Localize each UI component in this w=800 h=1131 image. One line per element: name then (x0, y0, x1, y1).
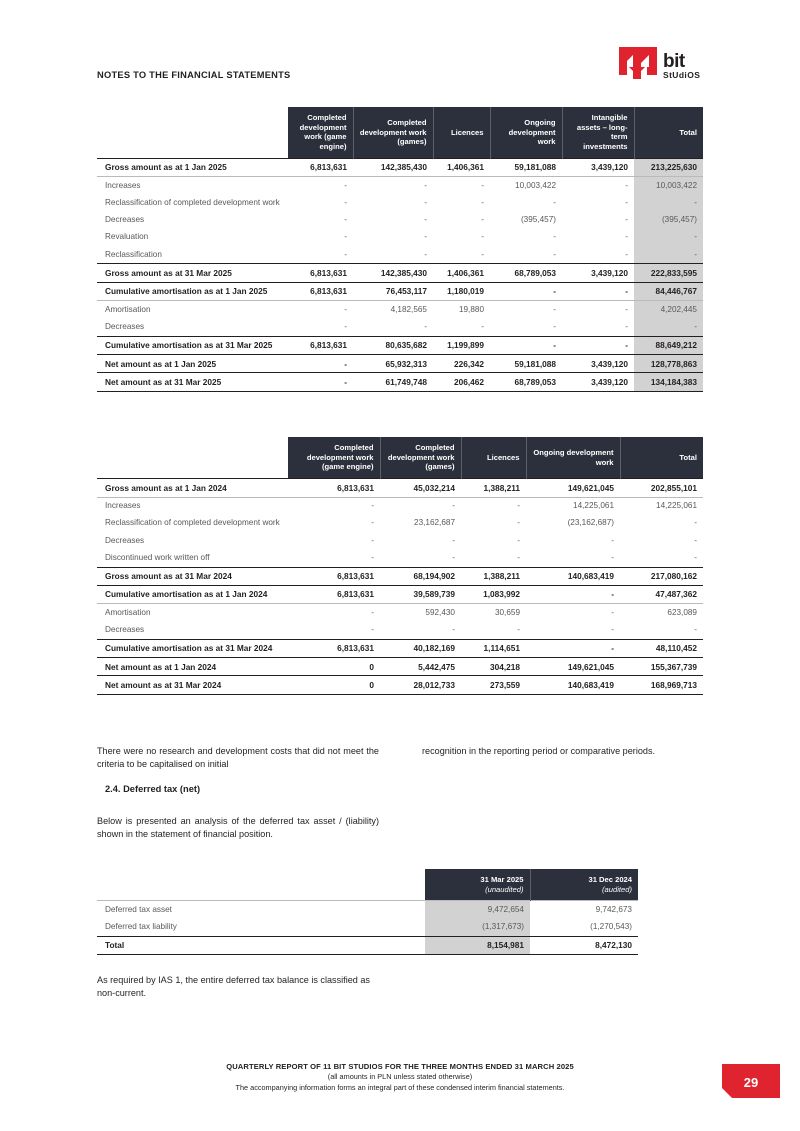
table-cell: 6,813,631 (288, 585, 380, 603)
table-cell: 128,778,863 (634, 355, 703, 373)
row-label: Decreases (105, 535, 145, 545)
table-row (97, 567, 703, 585)
svg-text:StUdiOS: StUdiOS (663, 70, 701, 80)
table-cell: - (553, 321, 556, 331)
column-header-blank (97, 107, 288, 158)
table-cell: - (490, 336, 562, 354)
table-cell: - (371, 535, 374, 545)
table-cell: - (424, 215, 427, 225)
table-row (97, 246, 703, 264)
table-cell: 1,406,361 (433, 158, 490, 176)
table-cell: 226,342 (433, 355, 490, 373)
table-cell: - (490, 282, 562, 300)
footer-integral-part-note: The accompanying information forms an integral part of these condensed interim financial statements. (235, 1082, 565, 1092)
table-row (97, 301, 703, 319)
row-label: Cumulative amortisation as at 1 Jan 2025 (97, 282, 288, 300)
table-header-deferred-tax (97, 869, 638, 901)
table-cell: 1,180,019 (433, 282, 490, 300)
row-label: Net amount as at 1 Jan 2024 (97, 658, 288, 676)
column-header-31-mar-2025-date: 31 Mar 2025 (480, 875, 524, 884)
row-label: Reclassification of completed development work (105, 197, 280, 207)
row-label: Gross amount as at 1 Jan 2025 (97, 158, 288, 176)
table-cell: 47,487,362 (620, 585, 703, 603)
table-row (97, 177, 703, 195)
paragraph-rnd-costs-right: recognition in the reporting period or comparative periods. (422, 746, 656, 756)
table-cell: 149,621,045 (526, 479, 620, 497)
table-cell: (1,270,543) (590, 922, 632, 932)
row-label: Reclassification of completed development work (105, 518, 280, 528)
table-cell: - (344, 197, 347, 207)
row-label: Gross amount as at 1 Jan 2024 (97, 479, 288, 497)
table-cell: 149,621,045 (526, 658, 620, 676)
table-cell: - (344, 232, 347, 242)
table-cell: 6,813,631 (288, 567, 380, 585)
table-cell: 76,453,117 (353, 282, 433, 300)
table-cell: 140,683,419 (526, 676, 620, 694)
table-cell: - (611, 624, 614, 634)
table-cell: 4,182,565 (353, 301, 433, 319)
table-body-deferred-tax (97, 901, 638, 955)
table-row (97, 532, 703, 549)
table-cell: - (481, 321, 484, 331)
table-cell: 168,969,713 (620, 676, 703, 694)
row-label: Gross amount as at 31 Mar 2025 (97, 264, 288, 282)
column-header-completed-game-engine: Completed development work (game engine) (288, 107, 353, 158)
table-cell: - (634, 229, 703, 246)
table-row (97, 658, 703, 676)
table-cell: - (517, 535, 520, 545)
table-cell: - (371, 518, 374, 528)
table-cell: - (371, 624, 374, 634)
column-header-total: Total (620, 437, 703, 479)
column-header-31-mar-2025 (425, 869, 530, 901)
table-cell: 0 (288, 658, 380, 676)
table-row (97, 373, 703, 391)
table-cell: 30,659 (461, 604, 526, 622)
table-cell: - (553, 232, 556, 242)
table-cell: - (517, 552, 520, 562)
row-label: Cumulative amortisation as at 1 Jan 2024 (97, 585, 288, 603)
table-header-2025 (97, 107, 703, 158)
table-cell: - (611, 552, 614, 562)
table-cell: (395,457) (520, 215, 556, 225)
paragraph-ias1-non-current: As required by IAS 1, the entire deferred tax balance is classified as non-current. (97, 975, 370, 999)
table-cell: 9,472,654 (425, 901, 530, 919)
table-row (97, 639, 703, 657)
table-cell: 14,225,061 (620, 497, 703, 515)
table-cell: - (517, 518, 520, 528)
column-header-licences: Licences (461, 437, 526, 479)
table-cell: - (288, 604, 380, 622)
table-cell: - (344, 321, 347, 331)
table-row (97, 212, 703, 229)
column-header-31-dec-2024 (530, 869, 638, 901)
page-number: 29 (743, 1074, 759, 1090)
table-cell: 1,388,211 (461, 479, 526, 497)
table-cell: (395,457) (634, 212, 703, 229)
row-label: Net amount as at 31 Mar 2024 (97, 676, 288, 694)
row-label: Discontinued work written off (105, 552, 210, 562)
table-row (97, 919, 638, 937)
footer-currency-note: (all amounts in PLN unless stated otherwise) (327, 1072, 473, 1082)
table-cell: - (553, 249, 556, 259)
table-cell: 5,442,475 (380, 658, 461, 676)
table-cell: - (694, 624, 697, 634)
row-label: Gross amount as at 31 Mar 2024 (97, 567, 288, 585)
column-header-blank (97, 437, 288, 479)
table-cell: 1,199,899 (433, 336, 490, 354)
column-header-intangible-long-term: Intangible assets – long-term investments (562, 107, 634, 158)
table-cell: 1,083,992 (461, 585, 526, 603)
section-heading-deferred-tax: 2.4. Deferred tax (net) (105, 784, 201, 794)
table-cell: - (562, 336, 634, 354)
table-cell: 6,813,631 (288, 639, 380, 657)
table-cell: 9,742,673 (530, 901, 638, 919)
table-cell: - (424, 321, 427, 331)
row-label: Amortisation (97, 604, 288, 622)
table-row (97, 194, 703, 211)
table-row (97, 264, 703, 282)
table-cell: 6,813,631 (288, 264, 353, 282)
table-row (97, 936, 638, 954)
table-cell: - (424, 197, 427, 207)
table-cell: - (553, 197, 556, 207)
row-label: Net amount as at 1 Jan 2025 (97, 355, 288, 373)
table-cell: - (461, 497, 526, 515)
table-cell: - (517, 624, 520, 634)
table-cell: 23,162,687 (414, 518, 455, 528)
page-number-badge (722, 1064, 780, 1098)
table-row (97, 158, 703, 176)
row-label: Increases (97, 177, 288, 195)
table-cell: - (481, 232, 484, 242)
table-cell: 213,225,630 (634, 158, 703, 176)
table-cell: - (288, 301, 353, 319)
table-cell: 304,218 (461, 658, 526, 676)
table-cell: 142,385,430 (353, 264, 433, 282)
table-body-2024 (97, 479, 703, 695)
table-cell: - (526, 585, 620, 603)
table-cell: - (288, 497, 380, 515)
table-cell: 84,446,767 (634, 282, 703, 300)
table-body-2025 (97, 158, 703, 391)
row-label: Amortisation (97, 301, 288, 319)
table-cell: - (288, 177, 353, 195)
table-cell: 1,114,651 (461, 639, 526, 657)
table-cell: 3,439,120 (562, 355, 634, 373)
table-cell: 19,880 (433, 301, 490, 319)
company-logo-icon (611, 45, 703, 85)
row-label: Total (97, 936, 425, 954)
row-label: Net amount as at 31 Mar 2025 (97, 373, 288, 391)
table-cell: - (481, 197, 484, 207)
row-label: Decreases (105, 624, 145, 634)
table-cell: - (625, 232, 628, 242)
page-title: NOTES TO THE FINANCIAL STATEMENTS (97, 70, 291, 80)
table-cell: - (562, 301, 634, 319)
table-cell: 6,813,631 (288, 158, 353, 176)
table-row (97, 355, 703, 373)
document-footer (130, 1062, 670, 1093)
column-header-licences: Licences (433, 107, 490, 158)
table-cell: (23,162,687) (567, 518, 614, 528)
table-cell: 88,649,212 (634, 336, 703, 354)
footer-report-title: QUARTERLY REPORT OF 11 BIT STUDIOS FOR THE THREE MONTHS ENDED 31 MARCH 2025 (226, 1062, 574, 1071)
table-cell: - (433, 177, 490, 195)
column-header-blank (97, 869, 425, 901)
table-cell: 222,833,595 (634, 264, 703, 282)
table-cell: - (562, 282, 634, 300)
table-cell: - (288, 355, 353, 373)
table-cell: 68,789,053 (490, 373, 562, 391)
intangible-assets-2025-table (97, 107, 703, 392)
table-cell: - (380, 497, 461, 515)
table-cell: 592,430 (380, 604, 461, 622)
table-cell: (1,317,673) (425, 919, 530, 937)
table-cell: - (424, 232, 427, 242)
table-cell: - (562, 177, 634, 195)
table-cell: - (526, 604, 620, 622)
column-header-31-dec-2024-date: 31 Dec 2024 (588, 875, 632, 884)
row-label: Cumulative amortisation as at 31 Mar 2024 (97, 639, 288, 657)
table-cell: - (452, 535, 455, 545)
row-label: Revaluation (105, 232, 149, 242)
table-cell: 134,184,383 (634, 373, 703, 391)
table-cell: - (634, 246, 703, 264)
table-cell: - (353, 177, 433, 195)
table-cell: - (634, 318, 703, 336)
table-cell: - (634, 194, 703, 211)
table-row (97, 585, 703, 603)
intangible-assets-2024-table (97, 437, 703, 695)
row-label: Cumulative amortisation as at 31 Mar 2025 (97, 336, 288, 354)
table-cell: 10,003,422 (634, 177, 703, 195)
table-row (97, 676, 703, 694)
table-cell: 217,080,162 (620, 567, 703, 585)
column-header-31-dec-2024-audit-status: (audited) (602, 884, 632, 894)
table-row (97, 282, 703, 300)
table-cell: - (694, 552, 697, 562)
table-cell: 45,032,214 (380, 479, 461, 497)
row-label: Decreases (105, 321, 145, 331)
column-header-completed-games: Completed development work (games) (353, 107, 433, 158)
table-row (97, 604, 703, 622)
table-cell: 6,813,631 (288, 479, 380, 497)
table-cell: 155,367,739 (620, 658, 703, 676)
table-cell: 273,559 (461, 676, 526, 694)
table-cell: 68,194,902 (380, 567, 461, 585)
deferred-tax-table (97, 869, 638, 955)
row-label: Increases (97, 497, 288, 515)
table-cell: - (481, 249, 484, 259)
table-cell: 202,855,101 (620, 479, 703, 497)
table-row (97, 621, 703, 639)
table-cell: 140,683,419 (526, 567, 620, 585)
table-cell: - (490, 301, 562, 319)
table-cell: 206,462 (433, 373, 490, 391)
table-cell: 40,182,169 (380, 639, 461, 657)
table-cell: - (625, 197, 628, 207)
column-header-total: Total (634, 107, 703, 158)
table-cell: 3,439,120 (562, 373, 634, 391)
table-cell: 623,089 (620, 604, 703, 622)
table-cell: - (424, 249, 427, 259)
table-cell: 59,181,088 (490, 158, 562, 176)
table-row (97, 336, 703, 354)
table-cell: 61,749,748 (353, 373, 433, 391)
table-cell: 142,385,430 (353, 158, 433, 176)
svg-text:bit: bit (663, 51, 685, 72)
table-cell: 6,813,631 (288, 282, 353, 300)
table-cell: 10,003,422 (490, 177, 562, 195)
row-label: Deferred tax asset (97, 901, 425, 919)
table-cell: - (481, 215, 484, 225)
paragraph-rnd-costs-left: There were no research and development costs that did not meet the criteria to be capitalised on initial (97, 746, 379, 770)
table-cell: - (625, 321, 628, 331)
table-cell: - (526, 639, 620, 657)
table-row (97, 318, 703, 336)
table-cell: - (371, 552, 374, 562)
column-header-completed-game-engine: Completed development work (game engine) (288, 437, 380, 479)
table-cell: 1,406,361 (433, 264, 490, 282)
table-cell: - (344, 249, 347, 259)
row-label: Reclassification (105, 249, 162, 259)
table-row (97, 497, 703, 515)
table-cell: - (625, 249, 628, 259)
table-row (97, 479, 703, 497)
table-cell: 1,388,211 (461, 567, 526, 585)
row-label: Decreases (105, 215, 145, 225)
table-cell: - (625, 215, 628, 225)
row-label: Deferred tax liability (105, 922, 177, 932)
table-cell: 6,813,631 (288, 336, 353, 354)
table-row (97, 549, 703, 567)
table-cell: 65,932,313 (353, 355, 433, 373)
table-cell: - (288, 373, 353, 391)
column-header-31-mar-2025-audit-status: (unaudited) (485, 884, 524, 894)
table-cell: 28,012,733 (380, 676, 461, 694)
table-cell: - (694, 518, 697, 528)
paragraph-deferred-tax-intro: Below is presented an analysis of the deferred tax asset / (liability) shown in the statement of financial position. (97, 816, 379, 840)
table-cell: - (452, 552, 455, 562)
table-cell: - (452, 624, 455, 634)
table-cell: 0 (288, 676, 380, 694)
table-cell: 39,589,739 (380, 585, 461, 603)
table-cell: - (611, 535, 614, 545)
table-cell: 68,789,053 (490, 264, 562, 282)
table-cell: - (694, 535, 697, 545)
table-header-2024 (97, 437, 703, 479)
table-cell: 4,202,445 (634, 301, 703, 319)
table-row (97, 229, 703, 246)
table-cell: 8,154,981 (425, 936, 530, 954)
table-cell: 59,181,088 (490, 355, 562, 373)
table-cell: 48,110,452 (620, 639, 703, 657)
table-row (97, 901, 638, 919)
table-row (97, 515, 703, 532)
table-cell: 3,439,120 (562, 264, 634, 282)
table-cell: 14,225,061 (526, 497, 620, 515)
table-cell: 8,472,130 (530, 936, 638, 954)
column-header-ongoing-development: Ongoing development work (490, 107, 562, 158)
table-cell: 80,635,682 (353, 336, 433, 354)
column-header-completed-games: Completed development work (games) (380, 437, 461, 479)
table-cell: - (344, 215, 347, 225)
column-header-ongoing-development: Ongoing development work (526, 437, 620, 479)
table-cell: 3,439,120 (562, 158, 634, 176)
